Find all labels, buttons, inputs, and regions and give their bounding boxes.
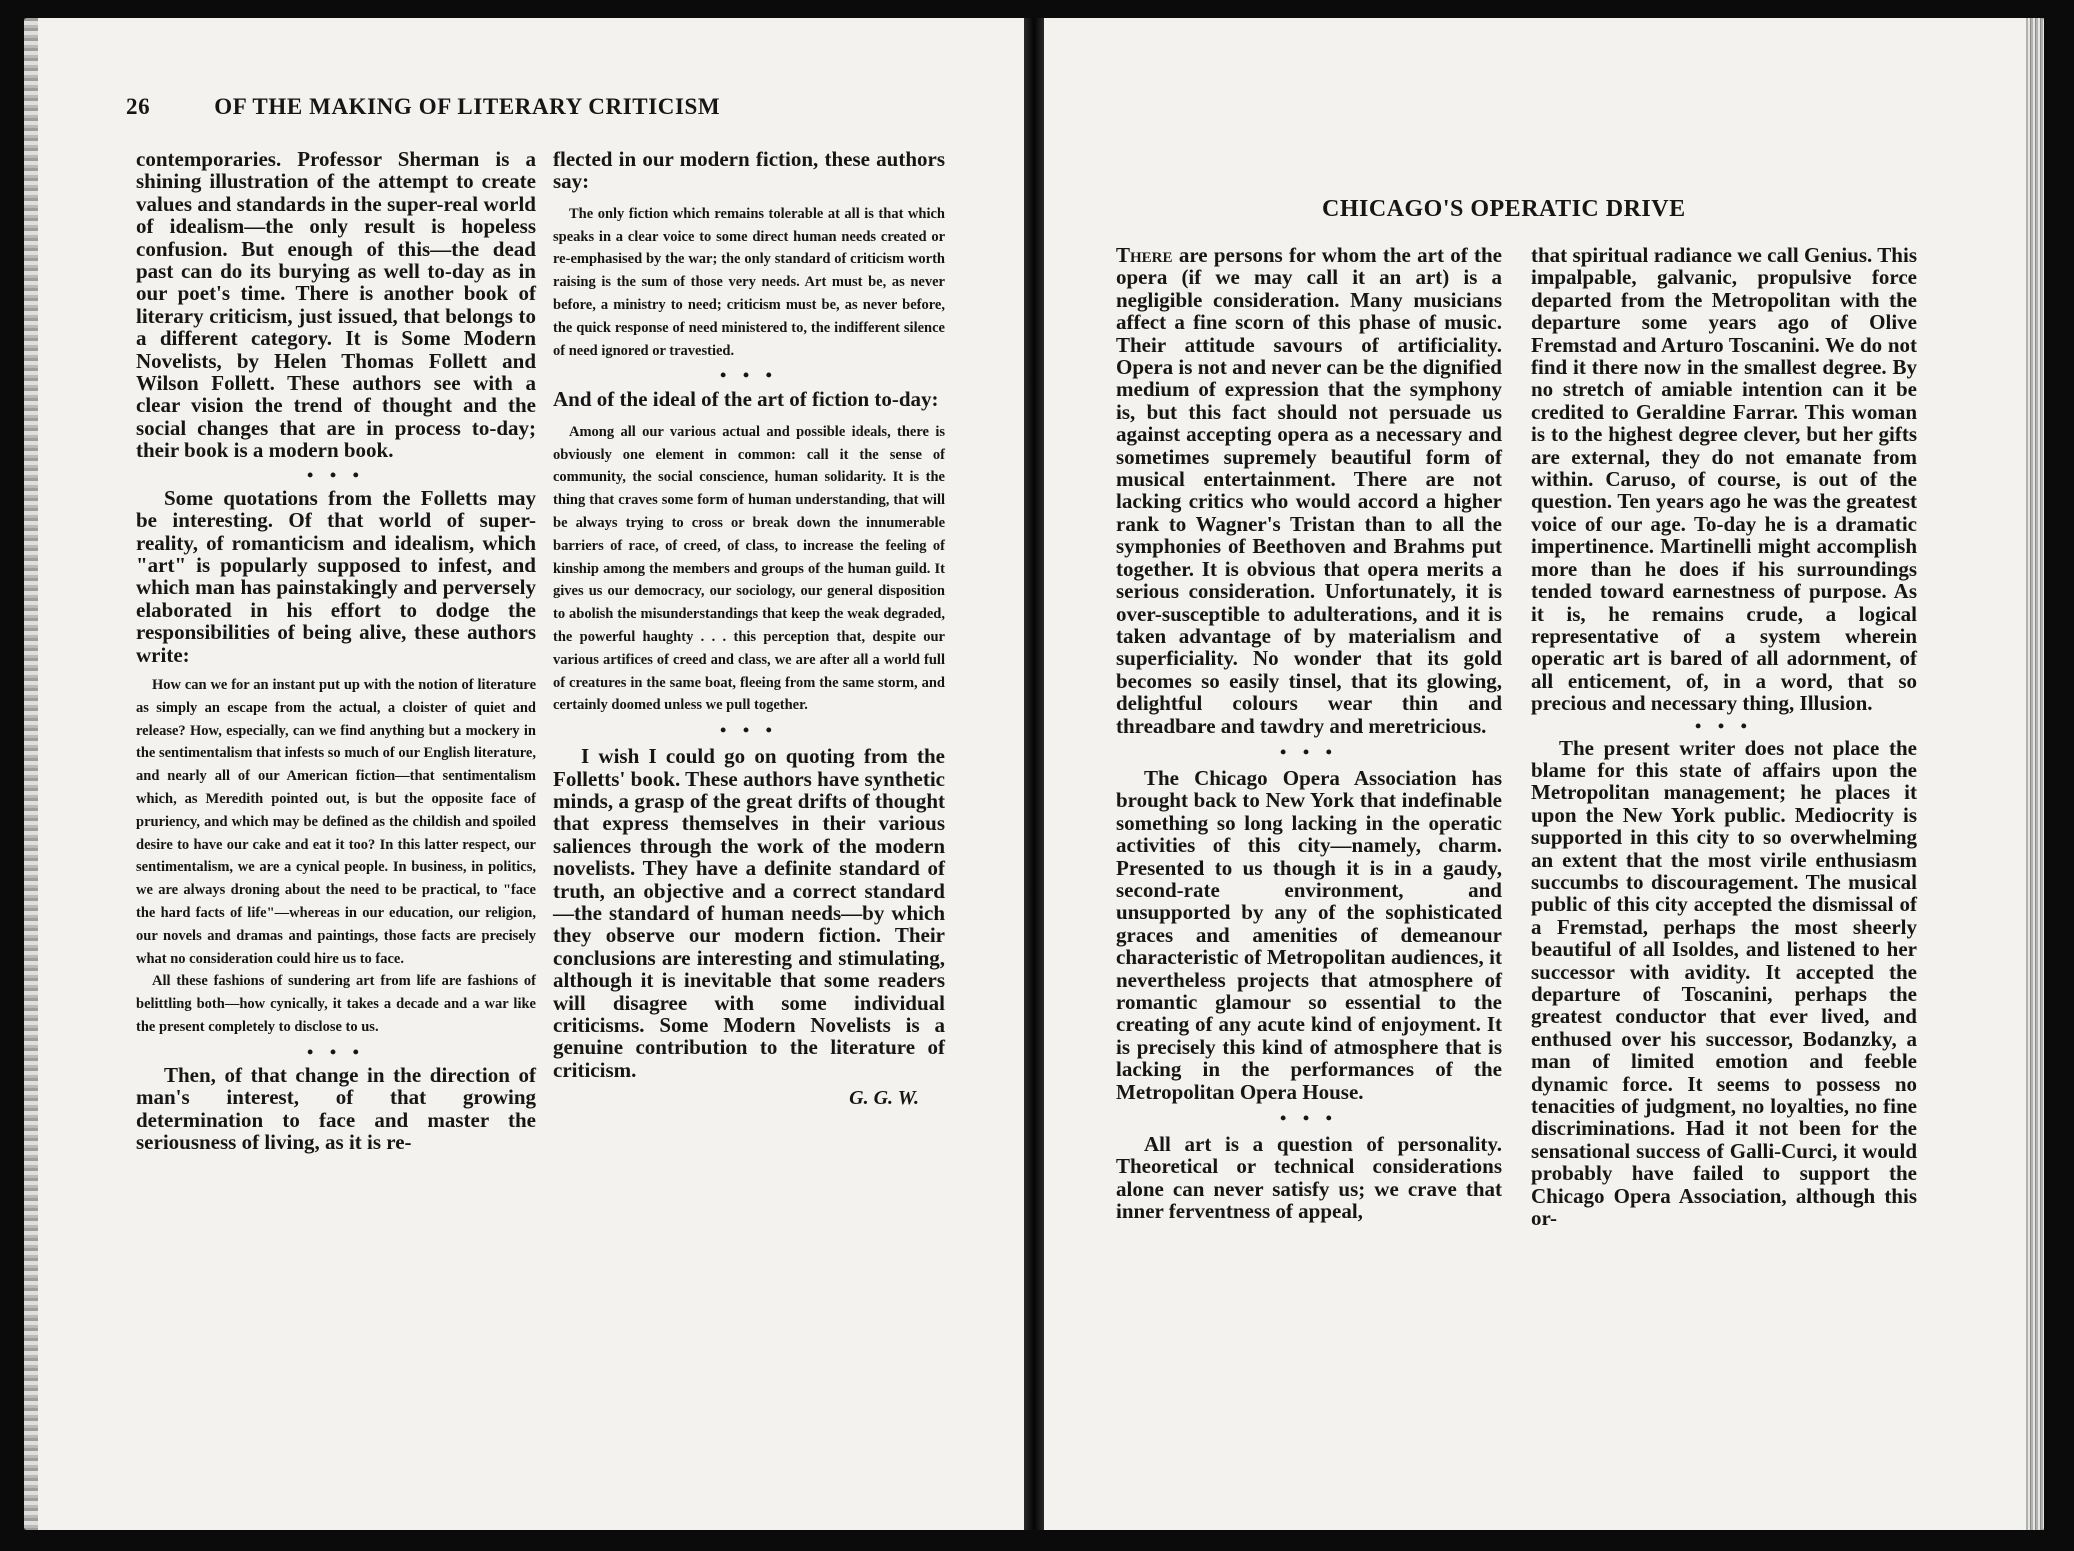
paragraph: that spiritual radiance we call Genius. This impalpable, galvanic, propulsive force departed from the Metropolitan with the departure some years ago of Olive Fremstad and Arturo Toscanini. We do not find it there now in the smallest degree. By no stretch of amiable intention can it be credited to Geraldine Farrar. This woman is to the highest degree clever, but her gifts are external, they do not emanate from within. Caruso, of course, is out of the question. Ten years ago he was the greatest voice of our age. To-day he is a dramatic impertinence. Martinelli might accomplish more than he does if his surroundings tended toward earnestness of purpose. As it is, he remains crude, a logical representative of a system wherein operatic art is bared of all adornment, of all enticement, of, in a word, that so precious and necessary thing, Illusion.	[1531, 243, 1917, 716]
right-column-1	[1116, 244, 1502, 1223]
block-quote	[553, 421, 945, 717]
lead-word: There	[1116, 243, 1173, 267]
paragraph: And of the ideal of the art of fiction to-day:	[553, 387, 939, 412]
section-break: • • •	[307, 1041, 365, 1062]
paragraph: contemporaries. Professor Sherman is a shining illustration of the attempt to create values and standards in the super-real world of idealism—the only result is hopeless confusion. But enough of this—the dead past can do its burying as well to-day as in our poet's time. There is another book of literary criticism, just issued, that belongs to a different category. It is Some Modern Novelists, by Helen Thomas Follett and Wilson Follett. These authors see with a clear vision the trend of thought and the social changes that are in process to-day; their book is a modern book.	[136, 147, 536, 463]
book-gutter	[1024, 18, 1044, 1530]
section-break: • • •	[1280, 1108, 1338, 1129]
running-head	[126, 94, 720, 120]
section-break: • • •	[1280, 741, 1338, 762]
block-quote	[553, 203, 945, 363]
paragraph: Then, of that change in the direction of man's interest, of that growing determination to face and master the seriousness of living, as it is re-	[136, 1062, 536, 1154]
paragraph: The Chicago Opera Association has brought back to New York that indefinable something so long lacking in the operatic activities of this city—namely, charm. Presented to us though it is in a gaudy, second-rate environment, and unsupported by any of the sophisticated graces and amenities of demeanour characteristic of Metropolitan audiences, it nevertheless projects that atmosphere of romantic glamour so essential to the creating of any acute kind of enjoyment. It is precisely this kind of atmosphere that is lacking in the performances of the Metropolitan Opera House.	[1116, 765, 1502, 1104]
section-break: • • •	[1695, 715, 1753, 736]
section-break: • • •	[720, 720, 778, 741]
left-page-edge	[24, 18, 38, 1530]
quote-paragraph: All these fashions of sundering art from life are fashions of belittling both—how cynically, it takes a decade and a war like the present completely to disclose to us.	[136, 973, 536, 1035]
right-column-2	[1531, 244, 1917, 1229]
section-break: • • •	[720, 365, 778, 386]
quote-paragraph: How can we for an instant put up with the notion of literature as simply an escape from the actual, a cloister of quiet and release? How, especially, can we find anything but a mockery in the sentimentalism that infests so much of our English literature, and nearly all of our American fiction—that sentimentalism which, as Meredith pointed out, is but the opposite face of pruriency, and which may be defined as the childish and spoiled desire to have our cake and eat it too? In this latter respect, our sentimentalism, we are a cynical people. In business, in politics, we are always droning about the need to be practical, to "face the hard facts of life"—whereas in our education, our religion, our novels and dramas and paintings, those facts are precisely what no consideration could hire us to face.	[136, 676, 536, 967]
paragraph: I wish I could go on quoting from the Folletts' book. These authors have synthetic minds, a grasp of the great drifts of thought that express themselves in their various saliences through the work of the modern novelists. They have a definite standard of truth, an objective and a correct standard—the standard of human needs—by which they observe our modern fiction. Their conclusions are interesting and stimulating, although it is inevitable that some readers will disagree with some individual criticisms. Some Modern Novelists is a genuine contribution to the literature of criticism.	[553, 744, 945, 1082]
author-signature: G. G. W.	[849, 1087, 919, 1110]
paragraph: The present writer does not place the blame for this state of affairs upon the Metropolitan management; he places it upon the New York public. Mediocrity is supported in this city to so overwhelming an extent that the most virile enthusiasm succumbs to discouragement. The musical public of this city accepted the dismissal of a Fremstad, perhaps the most sheerly beautiful of all Isoldes, and listened to her successor with avidity. It accepted the departure of Toscanini, perhaps the greatest conductor that ever lived, and enthused over his successor, Bodanzky, a man of limited emotion and feeble dynamic force. It seems to possess no tenacities of judgment, no loyalties, no fine discriminations. Had it not been for the sensational success of Galli-Curci, it would probably have failed to support the Chicago Opera Association, although this or-	[1531, 735, 1917, 1231]
quote-paragraph: Among all our various actual and possible ideals, there is obviously one element in common: call it the sense of community, the social conscience, human solidarity. It is the thing that craves some form of human understanding, that will be always trying to cross or break down the innumerable barriers of race, of creed, of class, to increase the feeling of kinship among the members and groups of the human guild. It gives us our democracy, our sociology, our general disposition to abolish the misunderstandings that keep the weak degraded, the powerful haughty . . . this perception that, despite our various artifices of creed and class, we are after all a world full of creatures in the same boat, fleeing from the same storm, and certainly doomed unless we pull together.	[553, 423, 945, 714]
paragraph: flected in our modern fiction, these authors say:	[553, 147, 945, 194]
paragraph: All art is a question of personality. Theoretical or technical considerations alone can never satisfy us; we crave that inner ferventness of appeal,	[1116, 1132, 1502, 1224]
paragraph-text: are persons for whom the art of the opera (if we may call it an art) is a negligible consideration. Many musicians affect a fine scorn of this phase of music. Their attitude savours of artificiality. Opera is not and never can be the dignified medium of expression that the symphony is, but this fact should not persuade us against accepting opera as a necessary and sometimes supremely beautiful form of musical entertainment. There are not lacking critics who would accord a higher rank to Wagner's Tristan than to all the symphonies of Beethoven and Brahms put together. It is obvious that opera merits a serious consideration. Unfortunately, it is over-susceptible to adulterations, and it is taken advantage of by materialism and superficiality. No wonder that its gold becomes so easily tinsel, that its glowing, delightful colours wear thin and threadbare and tawdry and meretricious.	[1116, 243, 1502, 738]
paragraph	[1116, 244, 1502, 737]
running-head-title: OF THE MAKING OF LITERARY CRITICISM	[214, 94, 721, 119]
paragraph: Some quotations from the Folletts may be interesting. Of that world of super-reality, of romanticism and idealism, which "art" is popularly supposed to infest, and which man has painstakingly and perversely elaborated in his effort to dodge the responsibilities of being alive, these authors write:	[136, 485, 536, 667]
left-column-2	[553, 148, 945, 1110]
right-page-edge	[2026, 18, 2044, 1530]
block-quote	[136, 674, 536, 1039]
page-number: 26	[126, 94, 151, 119]
quote-paragraph: The only fiction which remains tolerable at all is that which speaks in a clear voice to some direct human needs created or re-emphasised by the war; the only standard of criticism worth raising is the sum of those very needs. Art must be, as never before, a ministry to need; criticism must be, as never before, the quick response of need ministered to, the indifferent silence of need ignored or travestied.	[553, 205, 945, 359]
section-break: • • •	[307, 464, 365, 485]
article-title: CHICAGO'S OPERATIC DRIVE	[1322, 196, 1686, 222]
left-column-1	[136, 148, 536, 1153]
